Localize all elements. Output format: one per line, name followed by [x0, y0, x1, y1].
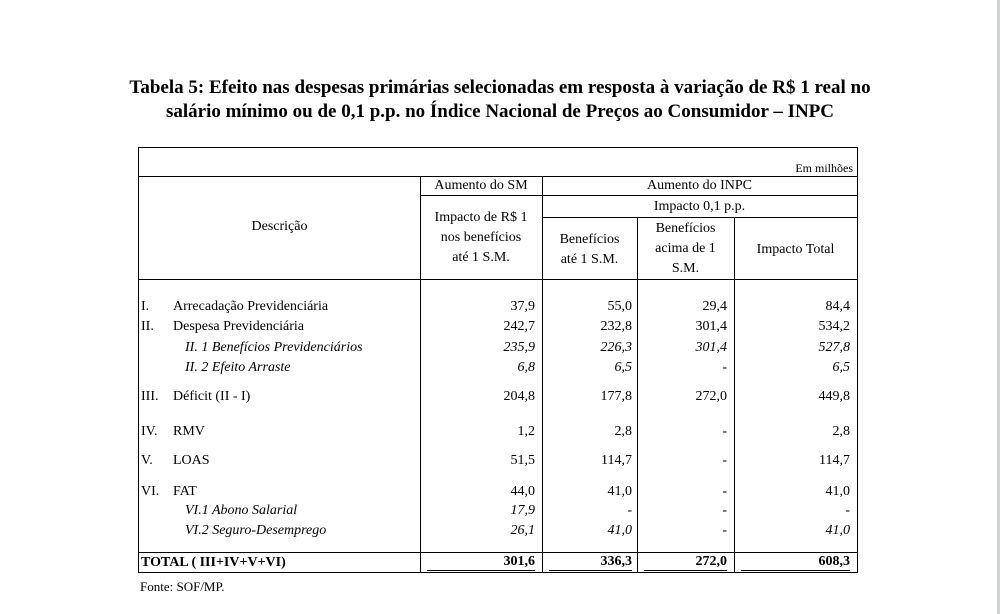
cell-value: 6,8	[517, 360, 535, 375]
row-label: Déficit (II - I)	[173, 389, 251, 404]
source-footnote: Fonte: SOF/MP.	[140, 579, 225, 594]
cell-value: 41,0	[825, 523, 850, 538]
cell-value: 51,5	[510, 453, 535, 468]
cell-value: 272,0	[695, 389, 727, 404]
cell-value: 1,2	[517, 424, 535, 439]
cell-value: 26,1	[510, 523, 535, 538]
cell-value: -	[845, 503, 850, 518]
cell-value: -	[722, 424, 727, 439]
row-label: LOAS	[173, 453, 210, 468]
header-aumento-inpc: Aumento do INPC	[647, 178, 752, 193]
row-label: Arrecadação Previdenciária	[173, 299, 329, 314]
cell-value: 6,5	[614, 360, 632, 375]
row-label: VI.2 Seguro-Desemprego	[185, 523, 327, 538]
cell-value: -	[722, 453, 727, 468]
header-descricao: Descrição	[251, 219, 308, 234]
unit-note: Em milhões	[795, 161, 853, 175]
subgroup-rule	[542, 217, 857, 218]
row-number: III.	[141, 389, 159, 404]
cell-value: 44,0	[510, 484, 535, 499]
header-impacto-total: Impacto Total	[756, 242, 835, 257]
header-benef-ate-line1: Benefícios	[559, 232, 620, 247]
cell-value: 301,4	[695, 319, 727, 334]
data-table	[138, 147, 858, 573]
header-benef-acima-line1: Benefícios	[655, 221, 716, 236]
cell-value: 204,8	[503, 389, 535, 404]
row-label: II. 1 Benefícios Previdenciários	[185, 340, 363, 355]
cell-value: 177,8	[600, 389, 632, 404]
row-number: II.	[141, 319, 154, 334]
cell-value: 114,7	[601, 453, 632, 468]
row-number: I.	[141, 299, 150, 314]
row-label: Despesa Previdenciária	[173, 319, 304, 334]
total-value: 301,6	[427, 554, 535, 571]
header-impacto-rs-line1: Impacto de R$ 1	[434, 210, 528, 225]
cell-value: 527,8	[818, 340, 850, 355]
header-top-rule	[139, 176, 857, 177]
cell-value: -	[722, 503, 727, 518]
header-benef-ate-line2: até 1 S.M.	[560, 252, 619, 267]
cell-value: 6,5	[832, 360, 850, 375]
cell-value: 235,9	[503, 340, 535, 355]
cell-value: 114,7	[819, 453, 850, 468]
cell-value: 55,0	[607, 299, 632, 314]
cell-value: -	[722, 360, 727, 375]
cell-value: 37,9	[510, 299, 535, 314]
cell-value: -	[722, 484, 727, 499]
header-impacto-rs-line3: até 1 S.M.	[452, 250, 510, 265]
cell-value: 29,4	[702, 299, 727, 314]
cell-value: 2,8	[832, 424, 850, 439]
cell-value: 232,8	[600, 319, 632, 334]
header-benef-acima-line2: acima de 1	[655, 241, 716, 256]
header-aumento-sm: Aumento do SM	[434, 178, 528, 193]
cell-value: 301,4	[695, 340, 727, 355]
cell-value: 17,9	[510, 503, 535, 518]
cell-value: -	[627, 503, 632, 518]
cell-value: 449,8	[818, 389, 850, 404]
header-bottom-rule	[139, 279, 857, 280]
group-rule	[420, 195, 857, 196]
cell-value: 84,4	[825, 299, 850, 314]
cell-value: 2,8	[614, 424, 632, 439]
title-line-1: Tabela 5: Efeito nas despesas primárias selecionadas em resposta à variação de R$ 1 real no	[129, 77, 871, 98]
row-label: FAT	[173, 484, 197, 499]
cell-value: 41,0	[825, 484, 850, 499]
cell-value: 226,3	[600, 340, 632, 355]
row-label: II. 2 Efeito Arraste	[185, 360, 291, 375]
total-value: 608,3	[741, 554, 850, 571]
row-label: RMV	[173, 424, 205, 439]
row-label: VI.1 Abono Salarial	[185, 503, 298, 518]
cell-value: 242,7	[503, 319, 535, 334]
cell-value: 534,2	[818, 319, 850, 334]
row-number: VI.	[141, 484, 160, 499]
total-value: 336,3	[549, 554, 632, 571]
row-number: V.	[141, 453, 153, 468]
header-benef-acima-line3: S.M.	[671, 261, 700, 276]
cell-value: 41,0	[607, 484, 632, 499]
cell-value: 41,0	[607, 523, 632, 538]
header-impacto-pp: Impacto 0,1 p.p.	[653, 199, 746, 214]
cell-value: -	[722, 523, 727, 538]
table-title	[60, 76, 940, 124]
total-label: TOTAL ( III+IV+V+VI)	[141, 555, 286, 570]
total-value: 272,0	[644, 554, 727, 571]
title-line-2: salário mínimo ou de 0,1 p.p. no Índice Nacional de Preços ao Consumidor – INPC	[165, 101, 835, 122]
total-top-rule	[139, 552, 857, 553]
row-number: IV.	[141, 424, 158, 439]
header-impacto-rs-line2: nos benefícios	[440, 230, 522, 245]
